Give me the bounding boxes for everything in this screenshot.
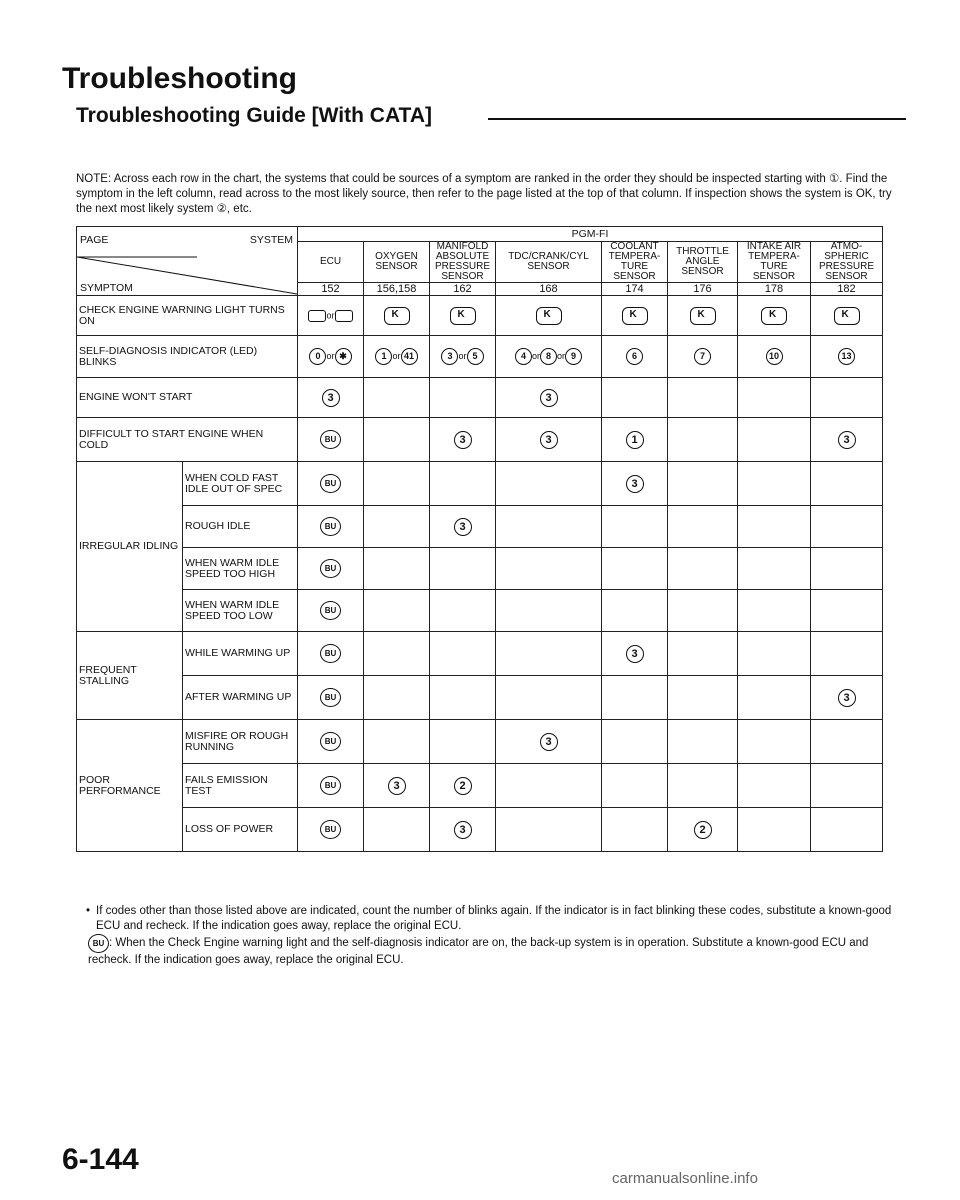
rank-2-mark: 2 <box>454 777 472 795</box>
symptom-label: SELF-DIAGNOSIS INDICATOR (LED) BLINKS <box>77 336 298 378</box>
code-cell <box>668 296 738 336</box>
symptom-label: ROUGH IDLE <box>183 506 298 548</box>
watermark: carmanualsonline.info <box>612 1170 758 1187</box>
footnote-bullet: • <box>86 905 91 917</box>
code-cell <box>298 336 364 378</box>
code-cell <box>496 296 602 336</box>
col-page: 152 <box>298 283 364 296</box>
backup-bu-mark: BU <box>320 430 341 449</box>
backup-bu-mark: BU <box>320 474 341 493</box>
table-row <box>77 296 883 336</box>
led-code-icon: 3 <box>441 348 458 365</box>
symptom-label: CHECK ENGINE WARNING LIGHT TURNS ON <box>77 296 298 336</box>
rank-2-mark: 2 <box>694 821 712 839</box>
lamp-icon <box>308 310 326 322</box>
rank-3-mark: 3 <box>388 777 406 795</box>
led-code-icon: 8 <box>540 348 557 365</box>
symptom-label: MISFIRE OR ROUGH RUNNING <box>183 720 298 764</box>
table-row <box>77 632 883 676</box>
code-cell <box>430 336 496 378</box>
or-text: or <box>557 351 566 361</box>
rank-3-mark: 3 <box>540 389 558 407</box>
code-cell <box>364 336 430 378</box>
page-title: Troubleshooting <box>62 62 297 95</box>
code-cell <box>811 296 883 336</box>
table-row <box>77 462 883 506</box>
col-page: 174 <box>602 283 668 296</box>
or-text: or <box>326 310 335 320</box>
code-cell <box>602 296 668 336</box>
led-code-icon: 1 <box>375 348 392 365</box>
subtitle-rule <box>488 118 906 120</box>
table-row <box>77 378 883 418</box>
footnote <box>88 904 908 968</box>
symptom-label: WHILE WARMING UP <box>183 632 298 676</box>
code-cell <box>738 296 811 336</box>
footnote-line-1: If codes other than those listed above are indicated, count the number of blinks again. If the indicator is in fact blinking these codes, substitute a known-good ECU and recheck. If the indication goes away, replace the original ECU. <box>96 905 892 932</box>
rank-3-mark: 3 <box>838 689 856 707</box>
table-row <box>77 548 883 590</box>
col-header: ECU <box>298 242 364 283</box>
symptom-label: LOSS OF POWER <box>183 808 298 852</box>
check-engine-lamp-icon <box>622 307 648 325</box>
corner-page-label: PAGE <box>80 234 109 246</box>
col-page: 182 <box>811 283 883 296</box>
footnote-line-2: : When the Check Engine warning light and the self-diagnosis indicator are on, the back-up system is in operation. Substitute a known-good ECU and recheck. If the indication goes away, replace the original ECU. <box>88 937 869 966</box>
corner-symptom-label: SYMPTOM <box>80 282 133 294</box>
page-number: 6-144 <box>62 1143 139 1176</box>
led-code-icon: 6 <box>626 348 643 365</box>
code-cell <box>364 296 430 336</box>
symptom-label: DIFFICULT TO START ENGINE WHEN COLD <box>77 418 298 462</box>
code-cell <box>602 336 668 378</box>
table-row <box>77 676 883 720</box>
symptom-label: FAILS EMISSION TEST <box>183 764 298 808</box>
or-text: or <box>458 351 467 361</box>
col-page: 156,158 <box>364 283 430 296</box>
table-row <box>77 506 883 548</box>
code-cell <box>496 336 602 378</box>
group-header-pgmfi: PGM-FI <box>298 227 883 242</box>
code-cell <box>738 336 811 378</box>
or-text: or <box>326 351 335 361</box>
or-text: or <box>392 351 401 361</box>
col-header: THROTTLE ANGLE SENSOR <box>668 242 738 283</box>
table-row <box>77 418 883 462</box>
backup-bu-mark: BU <box>320 732 341 751</box>
backup-bu-mark: BU <box>320 644 341 663</box>
rank-1-mark: 1 <box>626 431 644 449</box>
backup-bu-mark: BU <box>320 601 341 620</box>
backup-bu-mark: BU <box>88 934 109 953</box>
backup-bu-mark: BU <box>320 517 341 536</box>
check-engine-lamp-icon <box>450 307 476 325</box>
symptom-label: AFTER WARMING UP <box>183 676 298 720</box>
check-engine-lamp-icon <box>834 307 860 325</box>
check-engine-lamp-icon <box>690 307 716 325</box>
lamp-icon <box>335 310 353 322</box>
or-text: or <box>531 351 540 361</box>
col-header: OXYGEN SENSOR <box>364 242 430 283</box>
symptom-label: WHEN WARM IDLE SPEED TOO HIGH <box>183 548 298 590</box>
col-header: TDC/CRANK/CYL SENSOR <box>496 242 602 283</box>
rank-3-mark: 3 <box>838 431 856 449</box>
symptom-label: ENGINE WON'T START <box>77 378 298 418</box>
led-code-icon: 4 <box>515 348 532 365</box>
led-code-icon: ✱ <box>335 348 352 365</box>
led-code-icon: 41 <box>401 348 418 365</box>
code-cell <box>298 296 364 336</box>
col-page: 162 <box>430 283 496 296</box>
code-cell <box>430 296 496 336</box>
symptom-label: WHEN WARM IDLE SPEED TOO LOW <box>183 590 298 632</box>
check-engine-lamp-icon <box>384 307 410 325</box>
col-page: 168 <box>496 283 602 296</box>
rank-3-mark: 3 <box>322 389 340 407</box>
rank-3-mark: 3 <box>540 733 558 751</box>
symptom-group-label: FREQUENT STALLING <box>77 632 183 720</box>
table-row <box>77 720 883 764</box>
rank-3-mark: 3 <box>540 431 558 449</box>
backup-bu-mark: BU <box>320 776 341 795</box>
led-code-icon: 0 <box>309 348 326 365</box>
led-code-icon: 7 <box>694 348 711 365</box>
symptom-group-label: IRREGULAR IDLING <box>77 462 183 632</box>
col-header: COOLANT TEMPERA-TURE SENSOR <box>602 242 668 283</box>
backup-bu-mark: BU <box>320 688 341 707</box>
rank-3-mark: 3 <box>626 475 644 493</box>
rank-3-mark: 3 <box>626 645 644 663</box>
col-header: MANIFOLD ABSOLUTE PRESSURE SENSOR <box>430 242 496 283</box>
check-engine-lamp-icon <box>536 307 562 325</box>
rank-3-mark: 3 <box>454 821 472 839</box>
code-cell <box>668 336 738 378</box>
table-corner <box>77 227 298 296</box>
table-row <box>77 336 883 378</box>
table-row <box>77 764 883 808</box>
led-code-icon: 5 <box>467 348 484 365</box>
rank-3-mark: 3 <box>454 431 472 449</box>
led-code-icon: 13 <box>838 348 855 365</box>
troubleshooting-table <box>76 226 883 852</box>
backup-bu-mark: BU <box>320 559 341 578</box>
corner-system-label: SYSTEM <box>249 234 293 246</box>
col-page: 178 <box>738 283 811 296</box>
section-subtitle: Troubleshooting Guide [With CATA] <box>76 104 432 127</box>
table-row <box>77 590 883 632</box>
led-code-icon: 9 <box>565 348 582 365</box>
symptom-label: WHEN COLD FAST IDLE OUT OF SPEC <box>183 462 298 506</box>
check-engine-lamp-icon <box>761 307 787 325</box>
table-row <box>77 808 883 852</box>
note-paragraph: NOTE: Across each row in the chart, the systems that could be sources of a symptom are ranked in the order they should be inspected starting with ①. Find the symptom in the left column, read across to the most likely source, then refer to the page listed at the top of that column. If inspection shows the system is OK, try the next most likely system ②, etc. <box>76 172 892 215</box>
symptom-group-label: POOR PERFORMANCE <box>77 720 183 852</box>
code-cell <box>811 336 883 378</box>
rank-3-mark: 3 <box>454 518 472 536</box>
col-header: ATMO-SPHERIC PRESSURE SENSOR <box>811 242 883 283</box>
led-code-icon: 10 <box>766 348 783 365</box>
footnote-line-2-wrap <box>88 934 908 968</box>
col-header: INTAKE AIR TEMPERA-TURE SENSOR <box>738 242 811 283</box>
backup-bu-mark: BU <box>320 820 341 839</box>
col-page: 176 <box>668 283 738 296</box>
